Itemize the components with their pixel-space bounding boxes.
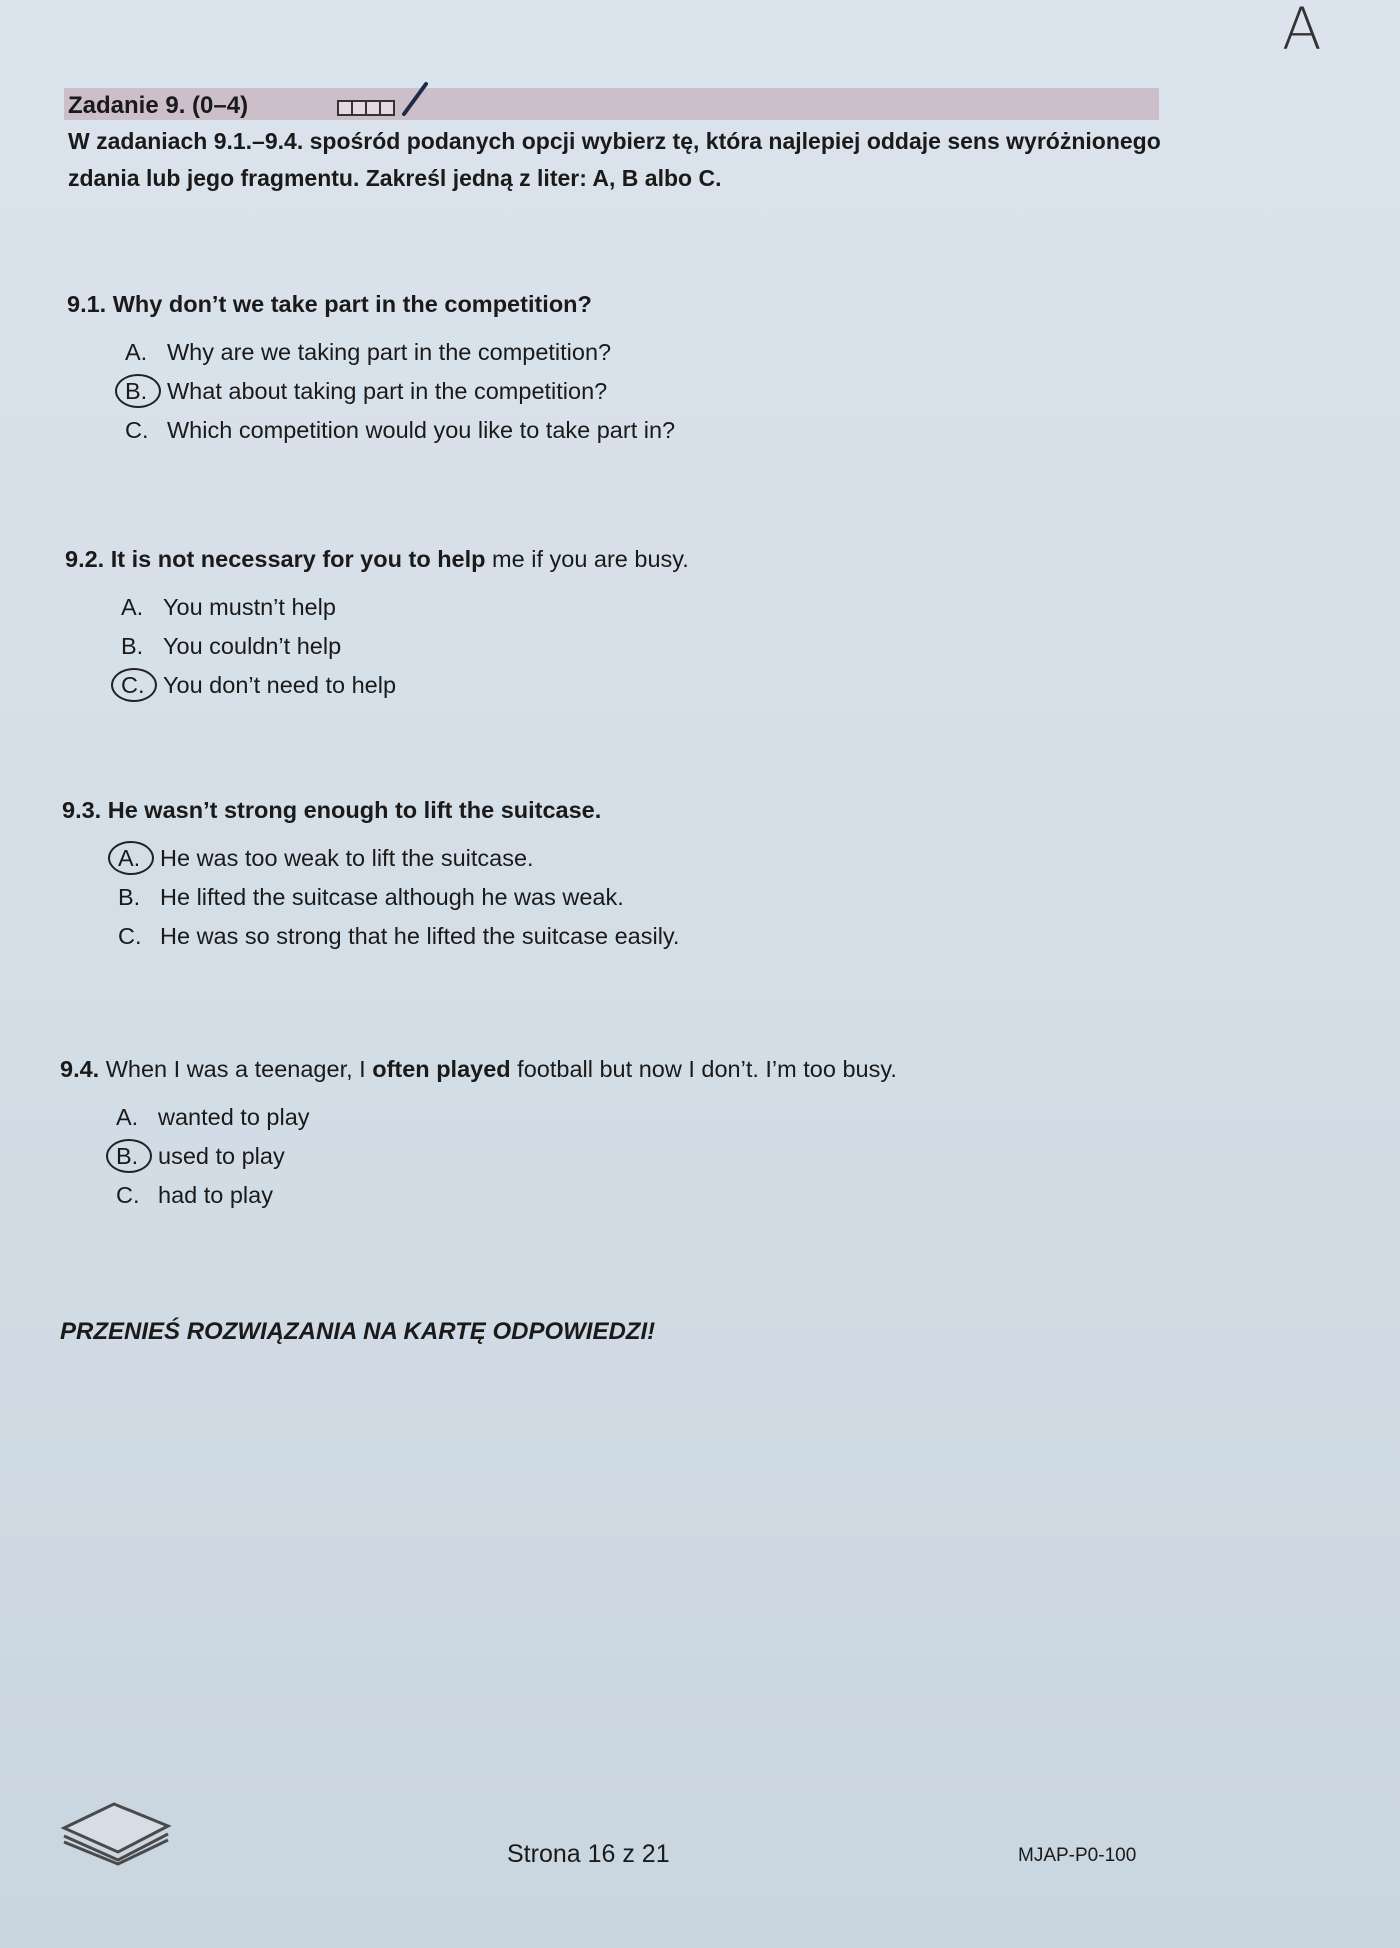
options-list [117,588,689,705]
option-text: had to play [158,1182,273,1208]
question-stem [62,795,679,825]
option-letter: A. [118,845,141,871]
option-text: What about taking part in the competition? [167,378,608,404]
exam-code: MJAP-P0-100 [1018,1845,1137,1866]
answer-option[interactable] [121,372,675,411]
option-letter: B. [121,633,144,659]
question-number: 9.1. [67,291,113,317]
exam-logo-icon [58,1782,176,1866]
handwritten-circle-mark [108,841,154,875]
question-text: often played [372,1056,511,1082]
question-text: He wasn’t strong enough to lift the suitcase. [107,797,602,823]
answer-option[interactable] [112,1176,897,1215]
options-list [112,1098,897,1215]
option-letter: B. [125,378,148,404]
handwritten-circle-mark [111,668,157,702]
handwritten-circle-mark [115,374,161,408]
option-text: You mustn’t help [163,594,336,620]
question-9-3 [62,795,679,956]
answer-option[interactable] [114,839,679,878]
question-text: me if you are busy. [485,546,689,572]
handwritten-corner-mark: A [1282,0,1322,63]
question-9-4 [60,1054,897,1215]
question-stem [60,1054,897,1084]
score-box [339,102,353,114]
option-letter: A. [125,339,148,365]
option-letter: B. [118,884,141,910]
option-letter: C. [118,923,142,949]
option-letter: C. [121,672,145,698]
answer-option[interactable] [112,1098,897,1137]
answer-option[interactable] [117,588,689,627]
option-text: Why are we taking part in the competition? [167,339,612,365]
task-title: Zadanie 9. (0–4) [68,92,249,119]
question-text: Why don’t we take part in the competition? [112,291,592,317]
question-text: It is not necessary for you to help [110,546,486,572]
question-text: When I was a teenager, I [105,1056,373,1082]
score-box [353,102,367,114]
option-text: He was too weak to lift the suitcase. [160,845,534,871]
question-number: 9.2. [65,546,111,572]
option-text: wanted to play [158,1104,310,1130]
question-9-2 [65,544,689,705]
answer-option[interactable] [112,1137,897,1176]
option-letter: A. [121,594,144,620]
answer-option[interactable] [121,411,675,450]
option-letter: A. [116,1104,139,1130]
pen-stroke-mark [400,80,430,116]
question-number: 9.3. [62,797,108,823]
score-box [367,102,381,114]
page-number: Strona 16 z 21 [507,1840,670,1868]
option-text: Which competition would you like to take part in? [167,417,676,443]
options-list [121,333,675,450]
option-text: used to play [158,1143,285,1169]
option-letter: C. [116,1182,140,1208]
option-letter: B. [116,1143,139,1169]
option-text: You couldn’t help [163,633,342,659]
answer-option[interactable] [114,917,679,956]
question-stem [65,544,689,574]
option-letter: C. [125,417,149,443]
question-9-1 [67,289,675,450]
option-text: He lifted the suitcase although he was weak. [160,884,624,910]
question-stem [67,289,675,319]
handwritten-circle-mark [106,1139,152,1173]
answer-option[interactable] [117,666,689,705]
answer-option[interactable] [114,878,679,917]
score-box [381,102,393,114]
transfer-answers-note: PRZENIEŚ ROZWIĄZANIA NA KARTĘ ODPOWIEDZI! [60,1318,656,1345]
question-text: football but now I don’t. I’m too busy. [510,1056,897,1082]
option-text: He was so strong that he lifted the suitcase easily. [160,923,680,949]
answer-option[interactable] [117,627,689,666]
answer-option[interactable] [121,333,675,372]
task-instruction: W zadaniach 9.1.–9.4. spośród podanych opcji wybierz tę, która najlepiej oddaje sens wyróżnionego zdania lub jego fragmentu. Zakreśl jedną z liter: A, B albo C. [68,128,1161,191]
options-list [114,839,679,956]
score-boxes [337,100,395,116]
question-number: 9.4. [60,1056,106,1082]
option-text: You don’t need to help [163,672,397,698]
